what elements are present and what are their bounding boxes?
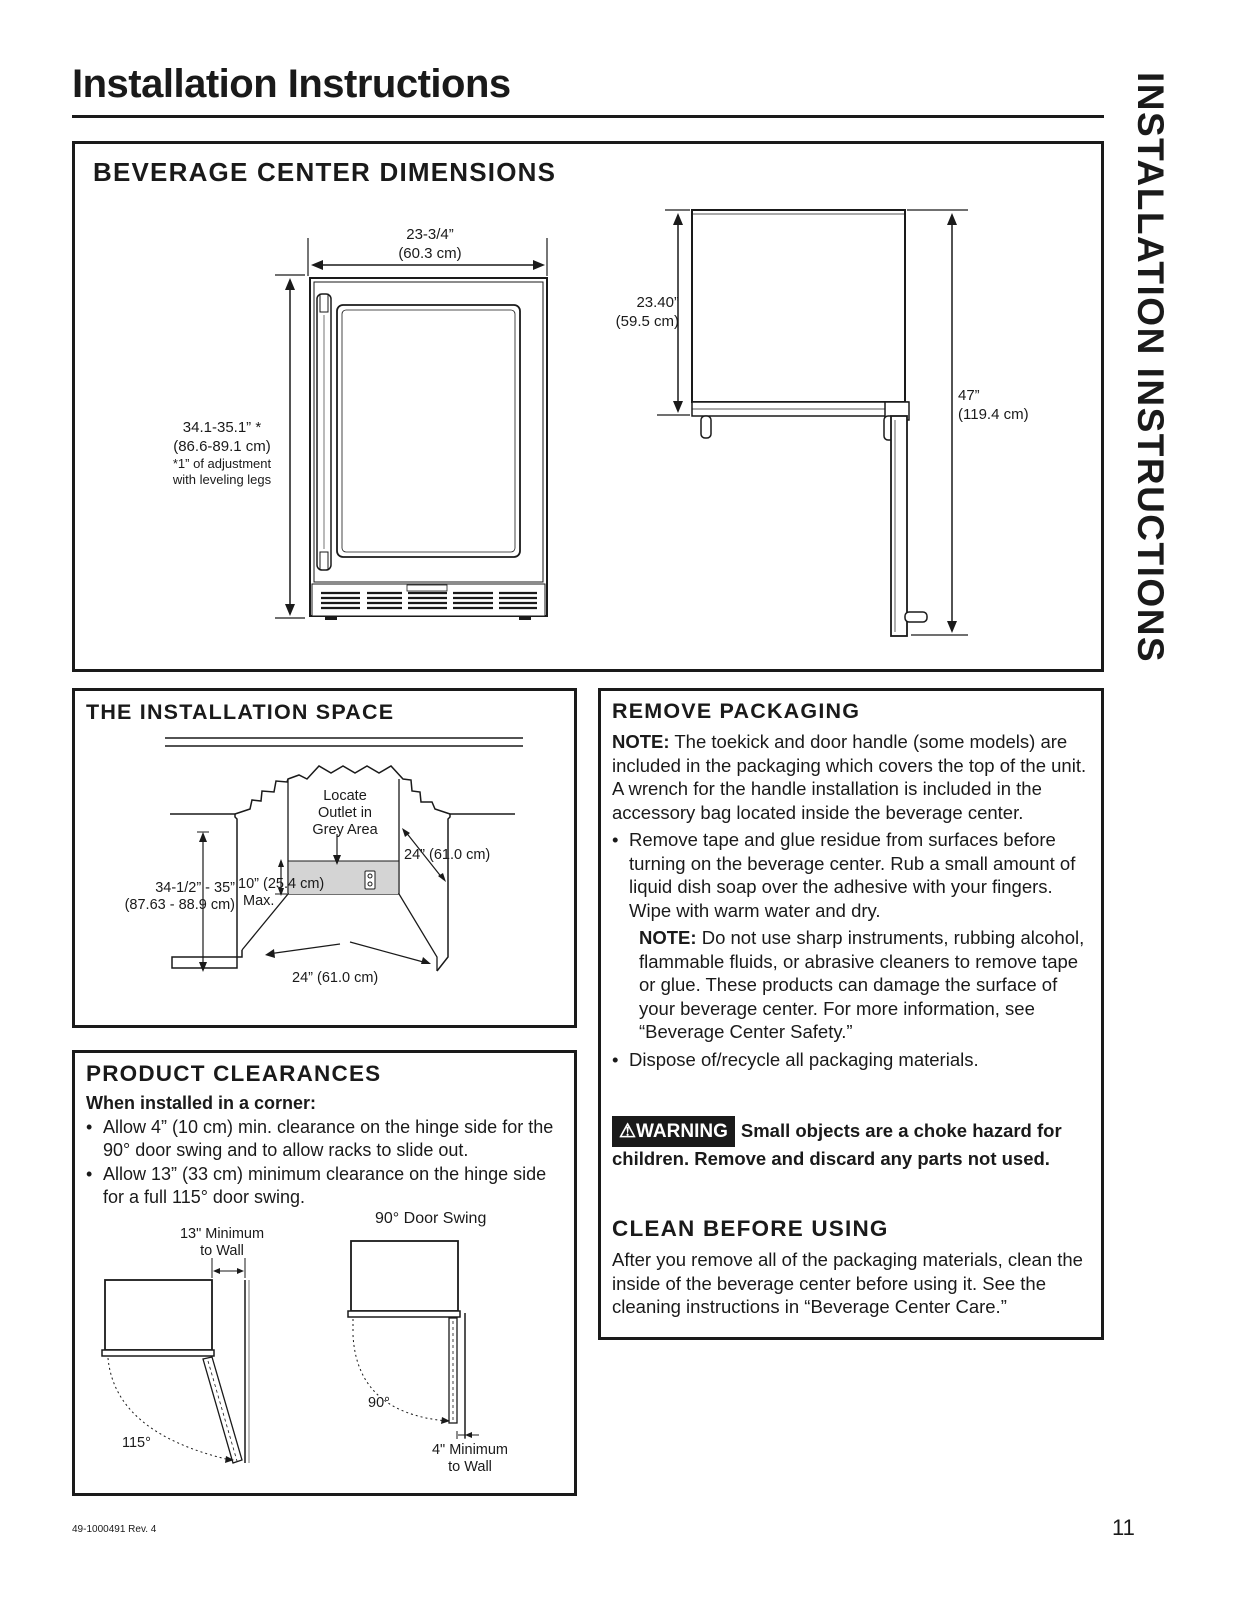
warning-badge: ⚠WARNING — [612, 1116, 735, 1147]
packaging-note-2: NOTE: Do not use sharp instruments, rubbing alcohol, flammable fluids, or abrasive cleaners to remove tape or glue. These products can damage the surface of your beverage center. For more information, see “Beverage Center Safety.” — [639, 927, 1085, 1042]
title-rule — [72, 115, 1104, 118]
side-tab-label: INSTALLATION INSTRUCTIONS — [1130, 72, 1171, 664]
packaging-note: NOTE: The toekick and door handle (some models) are included in the packaging which covers the top of the unit. A wrench for the handle installation is included in the accessory bag located inside the beverage center. — [612, 731, 1087, 823]
angle115-label: 115° — [122, 1435, 151, 1451]
clearances-subhead: When installed in a corner: — [86, 1093, 317, 1113]
outlet-height-label: 10” (25.4 cm) Max. — [238, 876, 325, 909]
warning-block — [612, 1116, 1090, 1170]
warning-text: Small objects are a choke hazard for children. Remove and discard any parts not used. — [612, 1120, 1062, 1169]
min4-label: 4" Minimum to Wall — [431, 1442, 509, 1475]
side-tab — [1108, 72, 1192, 672]
space-width-label: 24” (61.0 cm) — [292, 970, 379, 986]
clearance-bullet-1: • Allow 4” (10 cm) min. clearance on the hinge side for the 90° door swing and to allow racks to slide out. — [86, 1116, 554, 1160]
clearances-title: PRODUCT CLEARANCES — [86, 1061, 382, 1086]
height-label: 34.1-35.1” * (86.6-89.1 cm) *1” of adjustment with leveling legs — [172, 419, 272, 487]
clearance-bullet-2: • Allow 13” (33 cm) minimum clearance on the hinge side for a full 115° door swing. — [86, 1163, 547, 1207]
space-depth-label: 24” (61.0 cm) — [404, 847, 491, 863]
page-number: 11 — [1112, 1515, 1135, 1540]
install-space-title: THE INSTALLATION SPACE — [86, 700, 395, 724]
packaging-bullet-2: • Dispose of/recycle all packaging materials. — [612, 1048, 979, 1070]
width-label: 23-3/4” (60.3 cm) — [398, 226, 462, 262]
locate-outlet-label: Locate Outlet in Grey Area — [312, 788, 378, 838]
clean-title: CLEAN BEFORE USING — [612, 1216, 889, 1241]
packaging-title: REMOVE PACKAGING — [612, 699, 861, 723]
angle90-label: 90° — [368, 1395, 390, 1411]
clearances-box — [72, 1050, 577, 1496]
packaging-bullet-1: • Remove tape and glue residue from surfaces before turning on the beverage center. Rub a small amount of liquid dish soap over the adhesive with your fingers. Wipe with warm water and dry. — [612, 829, 1076, 921]
open-depth-label: 47” (119.4 cm) — [958, 387, 1029, 423]
footer-code: 49-1000491 Rev. 4 — [72, 1524, 157, 1535]
swing90-title: 90° Door Swing — [375, 1210, 487, 1227]
clearance-drawing — [75, 1053, 574, 1493]
dimensions-box — [72, 141, 1104, 672]
page-title: Installation Instructions — [72, 62, 511, 106]
dimensions-title: BEVERAGE CENTER DIMENSIONS — [93, 157, 557, 187]
packaging-box — [598, 688, 1104, 1340]
packaging-text — [612, 730, 1090, 1071]
clean-text: After you remove all of the packaging materials, clean the inside of the beverage center before using it. See the cleaning instructions in “Beverage Center Care.” — [612, 1249, 1083, 1317]
install-space-box — [72, 688, 577, 1028]
front-view-drawing — [75, 144, 1101, 669]
min13-label: 13" Minimum to Wall — [179, 1226, 265, 1259]
depth-label: 23.40” (59.5 cm) — [615, 294, 679, 330]
space-height-label: 34-1/2” - 35” (87.63 - 88.9 cm) — [124, 880, 235, 913]
